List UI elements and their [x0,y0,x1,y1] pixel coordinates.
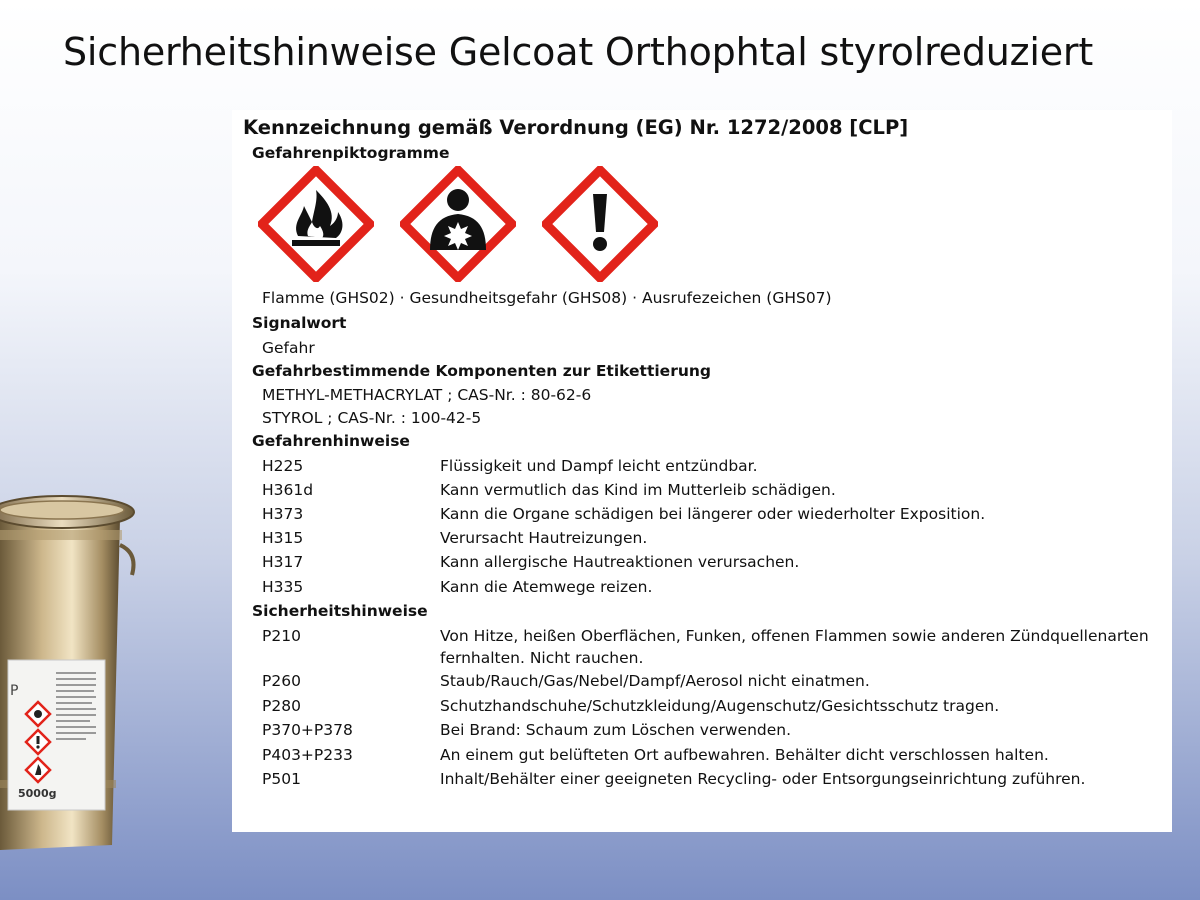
hazard-text: Kann vermutlich das Kind im Mutterleib schädigen. [440,481,836,499]
health-hazard-pictogram-icon [400,166,516,282]
precautions-title: Sicherheitshinweise [252,602,428,620]
precaution-text: Bei Brand: Schaum zum Löschen verwenden. [440,721,792,739]
hazards-title: Gefahrenhinweise [252,432,410,450]
precaution-text: Von Hitze, heißen Oberflächen, Funken, offenen Flammen sowie anderen Zündquellenarten fernhalten. Nicht rauchen. [440,627,1149,667]
flame-pictogram-icon [258,166,374,282]
precaution-text: Schutzhandschuhe/Schutzkleidung/Augenschutz/Gesichtsschutz tragen. [440,697,1000,715]
pictograms-title: Gefahrenpiktogramme [252,144,450,162]
svg-text:P: P [10,683,19,699]
hazard-code: H225 [262,457,304,475]
precaution-code: P403+P233 [262,746,353,764]
hazard-text: Kann die Organe schädigen bei längerer oder wiederholter Exposition. [440,505,986,523]
hazard-text: Flüssigkeit und Dampf leicht entzündbar. [440,457,758,475]
exclamation-pictogram-icon [542,166,658,282]
precaution-text: Inhalt/Behälter einer geeigneten Recycling- oder Entsorgungseinrichtung zuführen. [440,770,1086,788]
precaution-code: P260 [262,672,301,690]
component-item: METHYL-METHACRYLAT ; CAS-Nr. : 80-62-6 [262,386,592,404]
signal-word-title: Signalwort [252,314,347,332]
precaution-code: P280 [262,697,301,715]
precaution-code: P210 [262,627,301,645]
clp-heading: Kennzeichnung gemäß Verordnung (EG) Nr. 1272/2008 [CLP] [243,116,909,139]
precaution-text: Staub/Rauch/Gas/Nebel/Dampf/Aerosol nicht einatmen. [440,672,870,690]
hazard-text: Verursacht Hautreizungen. [440,529,648,547]
hazard-text: Kann allergische Hautreaktionen verursachen. [440,553,800,571]
slide-title: Sicherheitshinweise Gelcoat Orthophtal styrolreduziert [63,30,1094,74]
hazard-code: H373 [262,505,304,523]
components-title: Gefahrbestimmende Komponenten zur Etikettierung [252,362,712,380]
component-item: STYROL ; CAS-Nr. : 100-42-5 [262,409,482,427]
precaution-code: P370+P378 [262,721,353,739]
precaution-text: An einem gut belüfteten Ort aufbewahren. Behälter dicht verschlossen halten. [440,746,1049,764]
precaution-code: P501 [262,770,301,788]
clp-label-panel [232,110,1172,832]
pictograms-caption: Flamme (GHS02) · Gesundheitsgefahr (GHS08) · Ausrufezeichen (GHS07) [262,289,832,307]
hazard-code: H315 [262,529,304,547]
hazard-text: Kann die Atemwege reizen. [440,578,653,596]
signal-word: Gefahr [262,339,315,357]
hazard-code: H335 [262,578,304,596]
metal-bucket-icon [0,490,145,875]
hazard-code: H317 [262,553,304,571]
hazard-code: H361d [262,481,314,499]
bucket-weight-label: 5000g [18,787,57,800]
